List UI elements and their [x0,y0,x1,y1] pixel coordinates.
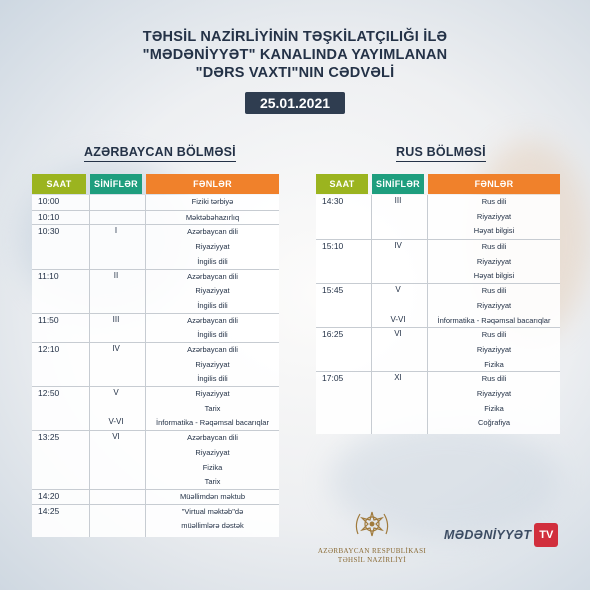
table-row [32,269,279,314]
table-row [32,430,279,490]
row-grade-secondary: V-VI [390,314,406,324]
table-row [316,371,560,431]
subject-item: Rus dili [481,197,507,206]
subject-item: Rus dili [481,374,507,384]
subject-item: Riyaziyyat [195,389,230,399]
header-saat: SAAT [32,174,86,194]
subject-item: Riyaziyyat [476,344,512,354]
row-grade: II [113,270,119,280]
row-time: 15:10 [322,241,344,252]
ru-section-title [396,145,486,159]
title-line: "DƏRS VAXTI"NIN CƏDVƏLİ [195,65,395,81]
ministry-emblem-icon [352,508,392,542]
subject-item: "Virtual məktəb"də [181,506,244,516]
subject-item: Riyaziyyat [476,256,512,266]
row-time: 14:30 [322,196,344,206]
row-grade: I [114,226,118,236]
row-grade: XI [394,373,402,383]
subject-item: İngilis dili [197,300,228,310]
subject-item: Rus dili [481,330,507,340]
channel-logo [444,523,558,547]
header-saat: SAAT [316,174,368,194]
subject-item: İngilis dili [197,374,228,384]
row-grade: VI [112,432,120,442]
table-row [32,504,279,534]
subject-item: Müəllimdən məktub [179,492,246,501]
subject-item: Azərbaycan dili [187,315,238,325]
title-line: TƏHSİL NAZİRLİYİNİN TƏŞKİLATÇILIĞI İLƏ [142,29,448,45]
subject-item: Fizika [484,359,504,369]
row-time: 10:10 [38,211,60,222]
subject-item: Fiziki tərbiyə [191,197,234,206]
table-row [32,224,279,269]
ru-section-label: RUS BÖLMƏSİ [396,145,486,159]
subject-item: Riyaziyyat [476,211,512,221]
row-time: 13:25 [38,432,60,443]
row-grade: IV [112,344,120,353]
subject-item: İnformatika - Rəqəmsal bacarıqlar [437,315,551,325]
tv-badge-icon: TV [534,523,558,547]
header-sinifler: SİNİFLƏR [90,174,142,194]
page-title [0,28,590,82]
subject-item: Fizika [202,462,223,472]
row-grade: VI [394,329,402,339]
table-row [316,283,560,328]
row-grade: III [112,314,120,324]
row-grade: V [113,388,119,398]
subject-item: Azərbaycan dili [187,227,238,237]
row-time: 11:10 [38,270,59,281]
az-section-title [84,145,236,159]
subject-item: Azərbaycan dili [187,345,238,354]
date-badge: 25.01.2021 [245,92,345,114]
subject-item: müəllimlərə dəstək [181,521,244,531]
row-time: 15:45 [322,285,344,296]
row-time: 11:50 [38,314,59,325]
header-sinifler: SİNİFLƏR [372,174,424,194]
row-time: 12:50 [38,388,60,399]
title-underline [84,161,236,163]
header-fenler: FƏNLƏR [428,174,560,194]
title-line: "MƏDƏNİYYƏT" KANALINDA YAYIMLANAN [142,47,448,63]
row-time: 17:05 [322,373,344,384]
subject-item: Azərbaycan dili [187,271,238,281]
table-row [32,195,279,210]
table-row [316,195,560,239]
table-row [32,210,279,226]
table-row [32,386,279,431]
row-time: 14:25 [38,505,60,516]
subject-item: Coğrafiya [477,418,511,428]
ministry-line: AZƏRBAYCAN RESPUBLİKASI [317,547,427,555]
row-grade: IV [394,241,402,251]
logo-text: MƏDƏNİYYƏT [444,528,532,542]
subject-item: Tarix [204,477,221,487]
table-row [32,342,279,387]
row-time: 12:10 [38,344,60,354]
ministry-name [300,547,444,565]
subject-item: İngilis dili [197,256,228,266]
subject-item: Məktəbəhazırlıq [185,212,240,222]
row-time: 14:20 [38,491,60,501]
table-row [32,489,279,505]
subject-item: Rus dili [481,242,507,252]
subject-item: Rus dili [481,286,507,296]
title-underline [396,161,486,163]
subject-item: İnformatika - Rəqəmsal bacarıqlar [156,418,269,428]
subject-item: Riyaziyyat [476,300,512,310]
row-grade-secondary: V-VI [108,417,124,427]
subject-item: Həyat bilgisi [473,271,515,281]
row-grade: III [394,196,402,205]
row-grade: V [395,285,401,295]
subject-item: Riyaziyyat [195,242,230,252]
table-row [316,327,560,372]
subject-item: İngilis dili [197,330,228,340]
table-row [316,239,560,284]
subject-item: Riyaziyyat [195,447,230,457]
subject-item: Riyaziyyat [476,389,512,399]
subject-item: Riyaziyyat [195,286,230,296]
row-time: 10:00 [38,196,60,206]
subject-item: Tarix [204,403,221,413]
subject-item: Riyaziyyat [195,359,230,369]
row-time: 16:25 [322,329,344,340]
subject-item: Fizika [484,403,504,413]
table-row [32,313,279,343]
row-time: 10:30 [38,226,60,237]
subject-item: Azərbaycan dili [187,433,238,443]
header-fenler: FƏNLƏR [146,174,279,194]
subject-item: Həyat bilgisi [473,226,515,236]
az-section-label: AZƏRBAYCAN BÖLMƏSİ [84,145,236,159]
ministry-line: TƏHSİL NAZİRLİYİ [337,556,407,564]
